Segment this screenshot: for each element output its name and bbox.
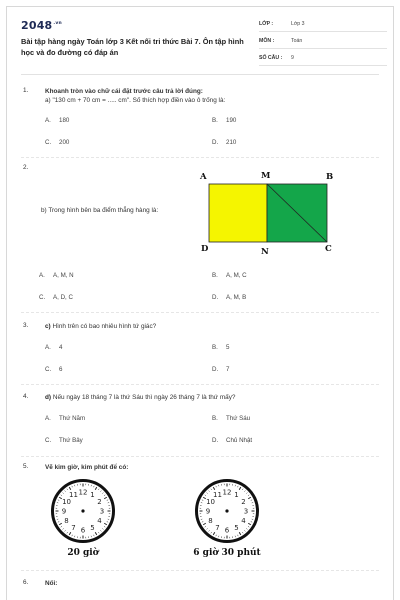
point-c: C bbox=[325, 244, 332, 254]
clock-caption: 6 giờ 30 phút bbox=[193, 548, 261, 558]
clock-numeral: 12 bbox=[222, 488, 232, 497]
question-number: 6. bbox=[23, 579, 29, 586]
point-m: M bbox=[261, 171, 271, 181]
option-b[interactable]: B. 190 bbox=[212, 117, 237, 124]
clock-numeral: 11 bbox=[69, 491, 78, 500]
clock-numeral: 9 bbox=[205, 507, 211, 516]
clock-numeral: 1 bbox=[234, 491, 239, 500]
option-a[interactable]: A. 180 bbox=[45, 117, 70, 124]
clock-svg bbox=[195, 479, 259, 543]
clock-numeral: 8 bbox=[64, 517, 69, 526]
yellow-square bbox=[209, 184, 267, 242]
question-number: 3. bbox=[23, 322, 29, 329]
option-c[interactable]: C. 200 bbox=[45, 139, 70, 146]
logo-suffix: .vn bbox=[53, 21, 62, 27]
point-a: A bbox=[200, 172, 207, 182]
clock-face[interactable] bbox=[51, 479, 115, 543]
option-a[interactable]: A. 4 bbox=[45, 344, 63, 351]
logo-text: 2048 bbox=[21, 19, 53, 32]
meta-subject: MÔN : Toán bbox=[259, 35, 387, 49]
clock-numeral: 11 bbox=[213, 491, 222, 500]
question-text: a) "130 cm + 70 cm = ..... cm". Số thích hợp điền vào ô trống là: bbox=[45, 97, 226, 104]
question-number: 1. bbox=[23, 87, 29, 94]
clock-numeral: 3 bbox=[243, 507, 249, 516]
clock-numeral: 1 bbox=[90, 491, 95, 500]
question-heading: Nối: bbox=[45, 580, 58, 587]
header-divider bbox=[21, 74, 379, 75]
site-logo[interactable] bbox=[21, 19, 62, 32]
divider bbox=[21, 157, 379, 158]
divider bbox=[21, 456, 379, 457]
option-d[interactable]: D. 7 bbox=[212, 366, 230, 373]
clock-numeral: 6 bbox=[80, 526, 86, 535]
option-c[interactable]: C. 6 bbox=[45, 366, 63, 373]
clock-numeral: 6 bbox=[224, 526, 230, 535]
clock-numeral: 5 bbox=[90, 524, 95, 533]
option-b[interactable]: B. A, M, C bbox=[212, 272, 247, 279]
clock-numeral: 9 bbox=[61, 507, 67, 516]
option-a[interactable]: A. Thứ Năm bbox=[45, 415, 86, 422]
divider bbox=[21, 384, 379, 385]
clock-svg bbox=[51, 479, 115, 543]
divider bbox=[21, 312, 379, 313]
divider bbox=[21, 570, 379, 571]
clock-numeral: 2 bbox=[241, 498, 246, 507]
question-number: 2. bbox=[23, 164, 29, 171]
question-heading: Vẽ kim giờ, kim phút để có: bbox=[45, 464, 129, 471]
clock-numeral: 4 bbox=[97, 517, 102, 526]
document-title: Bài tập hàng ngày Toán lớp 3 Kết nối tri thức Bài 7. Ôn tập hình học và đo đường có đáp án bbox=[21, 37, 244, 57]
clock-numeral: 3 bbox=[99, 507, 105, 516]
question-number: 5. bbox=[23, 463, 29, 470]
option-d[interactable]: D. 210 bbox=[212, 139, 237, 146]
option-b[interactable]: B. Thứ Sáu bbox=[212, 415, 251, 422]
worksheet-page bbox=[6, 6, 394, 600]
clock-numeral: 5 bbox=[234, 524, 239, 533]
question-text: b) Trong hình bên ba điểm thẳng hàng là: bbox=[41, 207, 159, 214]
rectangle-figure bbox=[195, 167, 343, 267]
option-c[interactable]: C. A, D, C bbox=[39, 294, 73, 301]
option-d[interactable]: D. Chủ Nhật bbox=[212, 437, 253, 444]
option-d[interactable]: D. A, M, B bbox=[212, 294, 247, 301]
option-b[interactable]: B. 5 bbox=[212, 344, 230, 351]
option-c[interactable]: C. Thứ Bảy bbox=[45, 437, 83, 444]
clock-numeral: 4 bbox=[241, 517, 246, 526]
question-number: 4. bbox=[23, 393, 29, 400]
clock-center bbox=[81, 509, 84, 512]
clock-numeral: 12 bbox=[78, 488, 88, 497]
question-text: c) Hình trên có bao nhiêu hình tứ giác? bbox=[45, 323, 157, 330]
clock-numeral: 7 bbox=[71, 524, 76, 533]
clock-center bbox=[225, 509, 228, 512]
meta-grade: LỚP : Lớp 3 bbox=[259, 18, 387, 32]
clock-numeral: 10 bbox=[62, 498, 72, 507]
clock-numeral: 10 bbox=[206, 498, 216, 507]
point-n: N bbox=[261, 247, 269, 257]
clock-face[interactable] bbox=[195, 479, 259, 543]
clock-numeral: 7 bbox=[215, 524, 220, 533]
point-b: B bbox=[326, 172, 334, 182]
clock-numeral: 2 bbox=[97, 498, 102, 507]
clock-caption: 20 giờ bbox=[67, 548, 99, 558]
clock-numeral: 8 bbox=[208, 517, 213, 526]
question-text: d) Nếu ngày 18 tháng 7 là thứ Sáu thì ngày 26 tháng 7 là thứ mấy? bbox=[45, 394, 236, 401]
point-d: D bbox=[201, 244, 209, 254]
question-heading: Khoanh tròn vào chữ cái đặt trước câu trả lời đúng: bbox=[45, 88, 203, 95]
geometry-figure bbox=[195, 167, 343, 267]
option-a[interactable]: A. A, M, N bbox=[39, 272, 74, 279]
meta-question-count: SỐ CÂU : 9 bbox=[259, 52, 387, 66]
